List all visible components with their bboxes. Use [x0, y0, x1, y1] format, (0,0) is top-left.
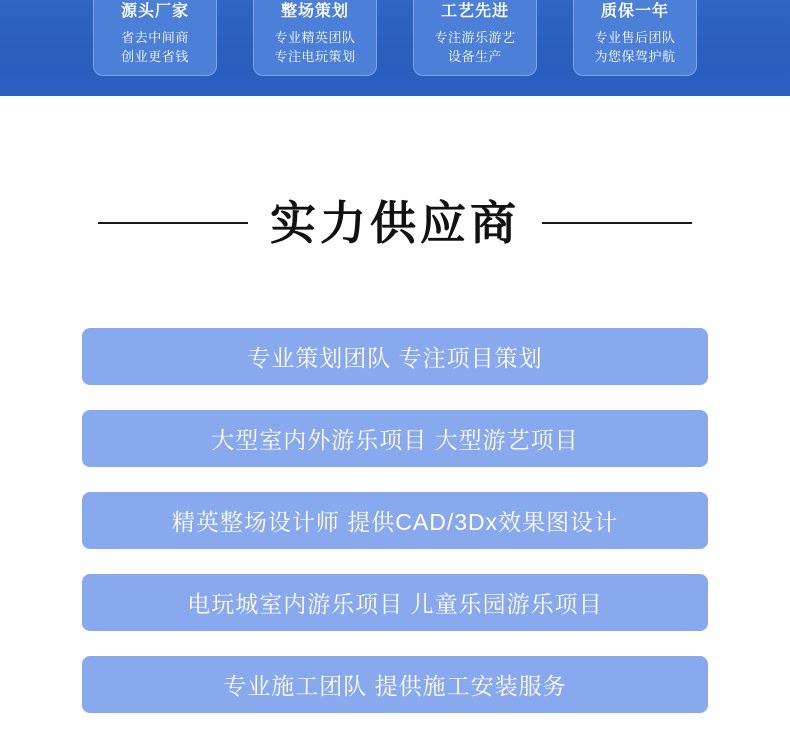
top-banner [0, 0, 790, 96]
feature-card-3-title: 工艺先进 [440, 3, 509, 20]
capability-bar-5-label: 专业施工团队 提供施工安装服务 [223, 673, 567, 699]
capability-bar-5 [82, 656, 708, 713]
feature-card-row [0, 0, 790, 76]
section-heading [0, 180, 790, 266]
page-title: 实力供应商 [270, 197, 520, 249]
capability-bar-1-label: 专业策划团队 专注项目策划 [247, 345, 543, 371]
capability-bar-3-label: 精英整场设计师 提供CAD/3Dx效果图设计 [171, 509, 619, 535]
capability-bar-2 [82, 410, 708, 467]
feature-card-4 [573, 0, 697, 76]
capability-bar-1 [82, 328, 708, 385]
feature-card-1-title: 源头厂家 [120, 3, 189, 20]
capability-bar-4 [82, 574, 708, 631]
feature-card-3-line-2: 设备生产 [447, 49, 502, 64]
feature-card-2-title: 整场策划 [280, 3, 349, 20]
heading-rule-right [542, 222, 692, 224]
feature-card-1-line-1: 省去中间商 [121, 30, 189, 45]
feature-card-2 [253, 0, 377, 76]
capability-bar-3 [82, 492, 708, 549]
feature-card-1-line-2: 创业更省钱 [121, 49, 189, 64]
feature-card-2-line-2: 专注电玩策划 [274, 49, 356, 64]
feature-card-3-line-1: 专注游乐游艺 [434, 30, 516, 45]
feature-card-3 [413, 0, 537, 76]
capability-bar-2-label: 大型室内外游乐项目 大型游艺项目 [211, 427, 579, 453]
feature-card-2-line-1: 专业精英团队 [274, 30, 356, 45]
feature-card-4-line-2: 为您保驾护航 [594, 49, 676, 64]
heading-rule-left [98, 222, 248, 224]
feature-card-4-line-1: 专业售后团队 [594, 30, 676, 45]
capability-bar-list [0, 328, 790, 713]
feature-card-4-title: 质保一年 [600, 3, 669, 20]
capability-bar-4-label: 电玩城室内游乐项目 儿童乐园游乐项目 [187, 591, 603, 617]
feature-card-1 [93, 0, 217, 76]
